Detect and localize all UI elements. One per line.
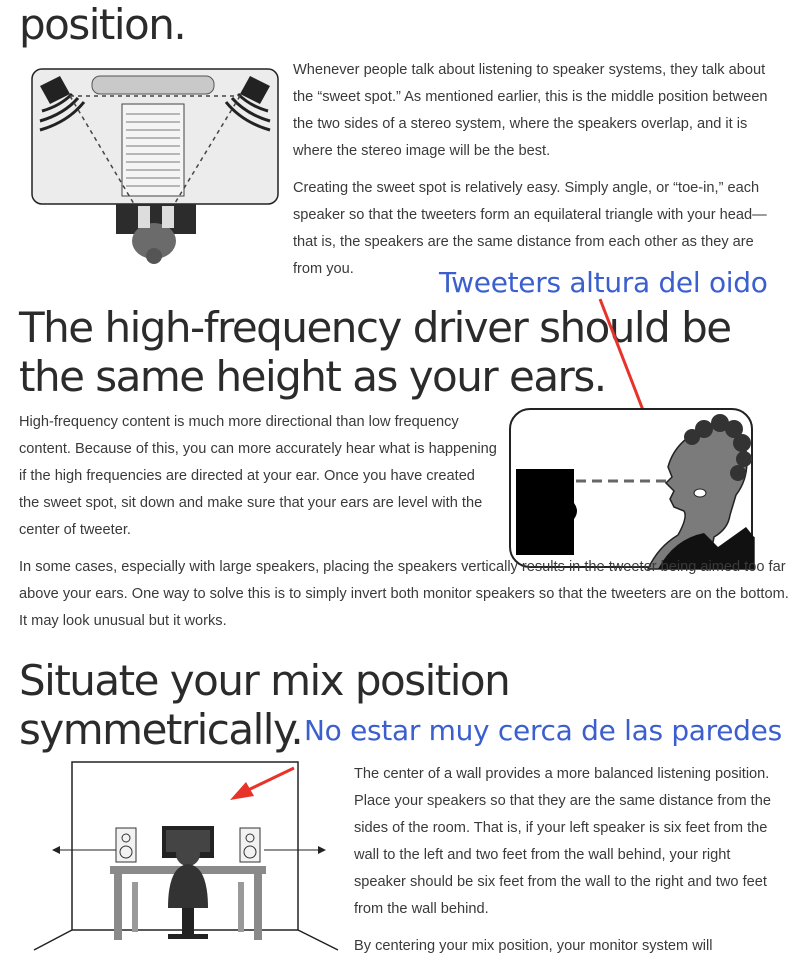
sweet-spot-illustration — [30, 66, 280, 271]
section-heading-symmetry-line1: Situate your mix position — [19, 656, 510, 705]
sweet-spot-paragraph-1: Whenever people talk about listening to speaker systems, they talk about the “sweet spot.” As mentioned earlier, this is the middle position between the two sides of a stereo system, where the speakers overlap, and it is where the stereo image will be the best. — [293, 62, 768, 159]
symmetric-room-illustration — [32, 758, 352, 953]
symmetry-paragraph-1: The center of a wall provides a more balanced listening position. Place your speakers so that they are the same distance from the sides of the room. That is, if your left speaker is six feet from the wall to the left and two feet from the wall behind, your right speaker should be six feet from the wall to the right and two feet from the wall behind. — [354, 766, 771, 917]
section-heading-tweeter-height-line1: The high-frequency driver should be — [19, 303, 731, 352]
symmetry-paragraph-2: By centering your mix position, your monitor system will — [354, 938, 713, 954]
section-heading-symmetry-line2: symmetrically. — [19, 705, 303, 754]
sweet-spot-paragraph-2: Creating the sweet spot is relatively easy. Simply angle, or “toe-in,” each speaker so that the tweeters form an equilateral triangle with your head—that is, the speakers are the same distance from each other as they are from you. — [293, 180, 767, 277]
ear-level-illustration — [508, 407, 754, 569]
annotation-walls: No estar muy cerca de las paredes — [304, 714, 782, 747]
section-heading-tweeter-height-line2: the same height as your ears. — [19, 352, 606, 401]
section-heading-sweet-spot: position. — [19, 0, 186, 49]
annotation-tweeter-height: Tweeters altura del oido — [439, 266, 768, 299]
tweeter-height-paragraph-2: In some cases, especially with large speakers, placing the speakers vertically results in the tweeter being aimed too far above your ears. One way to solve this is to simply invert both monitor speakers so that the tweeters are on the bottom. It may look unusual but it works. — [19, 559, 789, 629]
tweeter-height-paragraph-1: High-frequency content is much more directional than low frequency content. Because of this, you can more accurately hear what is happening if the high frequencies are directed at your ear. Once you have created the sweet spot, sit down and make sure that your ears are level with the center of tweeter. — [19, 414, 497, 538]
